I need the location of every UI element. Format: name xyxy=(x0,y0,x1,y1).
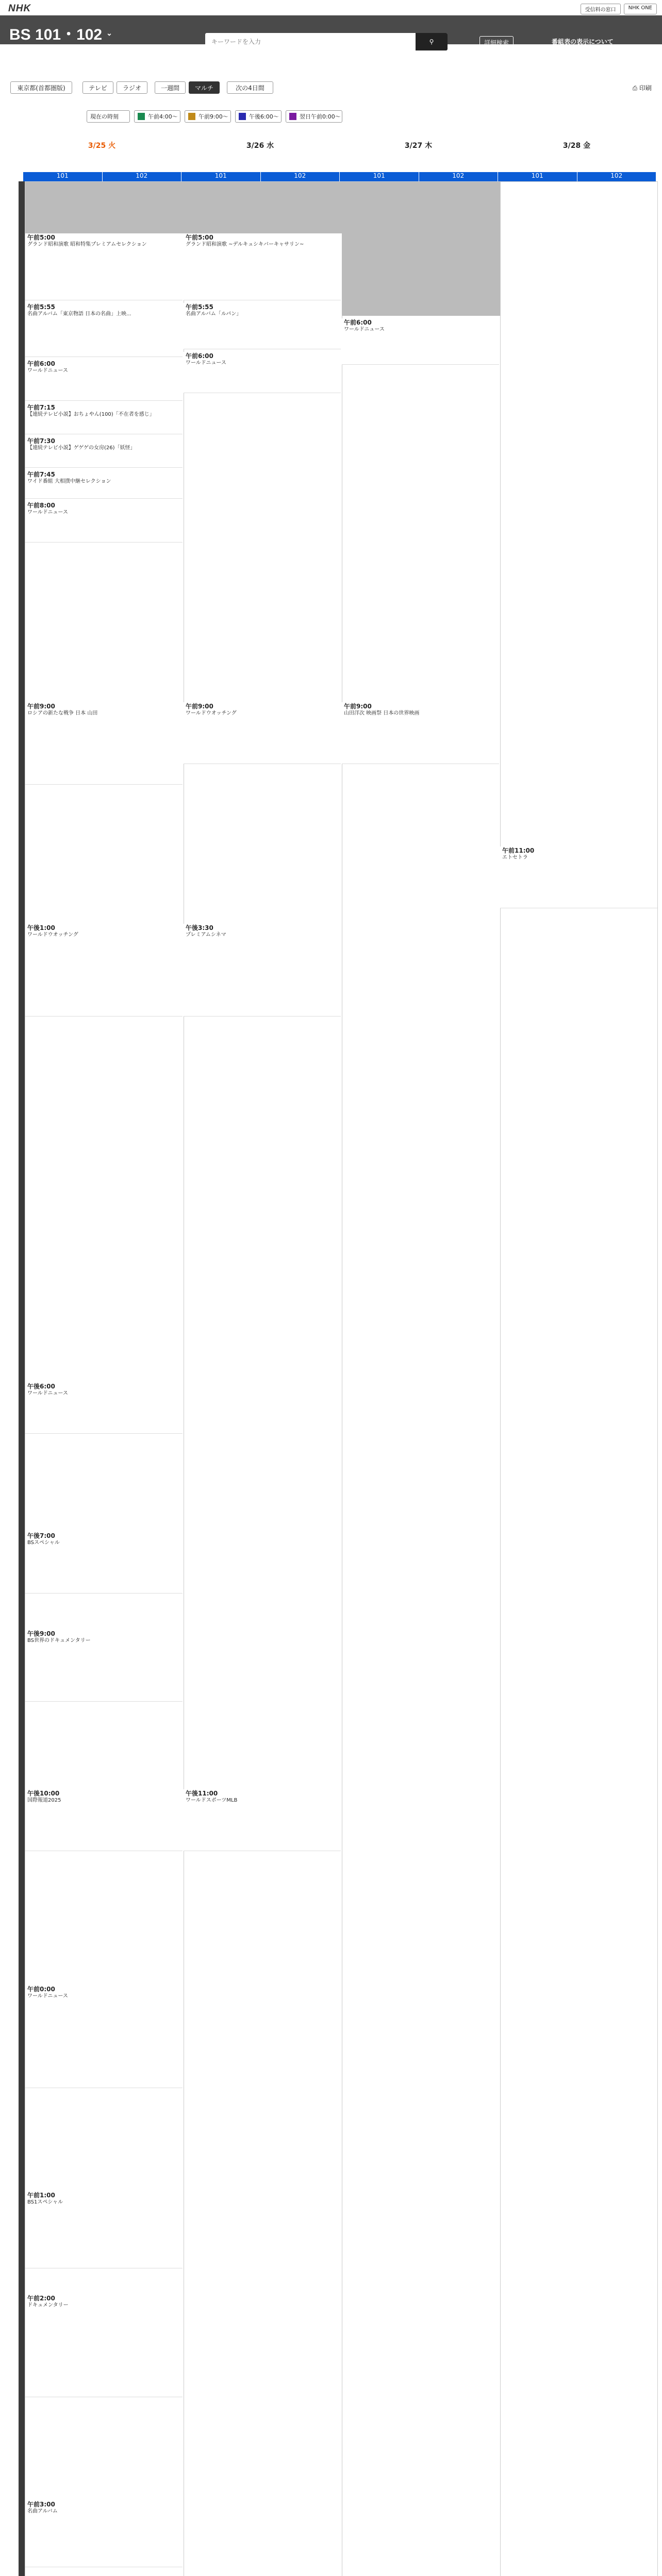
program-cell[interactable] xyxy=(25,2191,183,2268)
program-title: ワイド番組 大相撲中継セレクション xyxy=(27,479,111,484)
program-time: 午前9:00 xyxy=(27,703,55,710)
date-cell[interactable]: 3/28 金 xyxy=(562,142,591,150)
program-title: ワールドウオッチング xyxy=(186,710,237,716)
program-cell[interactable] xyxy=(184,924,341,1016)
program-cell[interactable] xyxy=(25,303,183,357)
program-time: 午前0:00 xyxy=(27,1986,55,1993)
program-time: 午前3:00 xyxy=(27,2501,55,2508)
chevron-down-icon[interactable]: ⌄ xyxy=(106,28,112,37)
ended-block xyxy=(25,182,500,233)
toolbar xyxy=(0,77,662,98)
program-title: 【連続テレビ小説】おちょやん(100)「不在者を感じ」 xyxy=(27,412,155,417)
program-time: 午後11:00 xyxy=(186,1790,218,1797)
channel-header-cell: 102 xyxy=(102,172,181,181)
program-title: グランド昭和演歌 昭和特集プレミアムセレクション xyxy=(27,242,147,247)
print-label: 印刷 xyxy=(639,84,652,92)
program-time: 午後9:00 xyxy=(27,1630,55,1637)
week-tab[interactable]: 一週間 xyxy=(155,81,186,94)
channel-title[interactable]: BS 101・102 ⌄ xyxy=(9,26,112,43)
program-title: ワールドウオッチング xyxy=(27,932,78,938)
program-time: 午前5:55 xyxy=(27,303,55,311)
program-title: ワールドニュース xyxy=(27,1391,68,1396)
channel-header-cell: 102 xyxy=(577,172,656,181)
nhk-logo[interactable]: NHK xyxy=(8,3,31,14)
program-time: 午前5:00 xyxy=(27,234,55,241)
time-4am-button[interactable] xyxy=(134,110,180,123)
program-title: 山田洋次 映画祭 日本の世界映画 xyxy=(344,710,420,716)
program-title: 名曲アルバム xyxy=(27,2509,58,2514)
time-9am-label: 午前9:00〜 xyxy=(198,113,228,120)
time-midnight-label: 翌日午前0:00〜 xyxy=(300,113,341,120)
program-cell[interactable] xyxy=(184,303,341,349)
program-cell[interactable] xyxy=(342,702,499,764)
swatch-icon xyxy=(138,113,145,120)
program-title: ドキュメンタリー xyxy=(27,2302,69,2308)
tv-tab[interactable]: テレビ xyxy=(82,81,113,94)
program-time: 午前1:00 xyxy=(27,2192,55,2199)
date-cell[interactable]: 3/26 水 xyxy=(246,142,274,150)
program-title: ワールドニュース xyxy=(186,360,226,366)
time-6pm-button[interactable] xyxy=(235,110,282,123)
program-time: 午前6:00 xyxy=(186,352,213,360)
channel-header-cell: 102 xyxy=(419,172,498,181)
time-6pm-label: 午後6:00〜 xyxy=(249,113,279,120)
detail-search-button[interactable]: 詳細検索 xyxy=(479,36,514,49)
program-title: 名曲アルバム「ルパン」 xyxy=(186,311,242,317)
program-time: 午前5:55 xyxy=(186,303,213,311)
program-time: 午前5:00 xyxy=(186,234,213,241)
program-title: ワールドニュース xyxy=(27,1993,68,1999)
program-cell[interactable] xyxy=(500,846,657,908)
program-cell[interactable] xyxy=(184,352,341,393)
multi-tab[interactable]: マルチ xyxy=(189,81,220,94)
print-button[interactable]: ⎙ 印刷 xyxy=(632,84,652,92)
program-cell[interactable] xyxy=(25,360,183,401)
program-time: 午前7:15 xyxy=(27,404,55,411)
program-cell[interactable] xyxy=(25,2500,183,2567)
program-cell[interactable] xyxy=(25,470,183,499)
time-4am-label: 午前4:00〜 xyxy=(148,113,178,120)
now-button[interactable]: 現在の時刻 xyxy=(87,110,130,123)
channel-header-cell: 101 xyxy=(181,172,260,181)
display-toggle[interactable]: 番組表の表示について xyxy=(552,38,614,45)
program-title: ワールドスポーツMLB xyxy=(186,1798,238,1803)
program-time: 午後1:00 xyxy=(27,924,55,931)
program-title: グランド昭和演歌 ~デルキュシキバーキャサリン~ xyxy=(186,242,304,247)
program-cell[interactable] xyxy=(25,1532,183,1594)
program-title: BSスペシャル xyxy=(27,1540,60,1546)
ended-block xyxy=(342,233,500,316)
next-days-button[interactable]: 次の4日間 xyxy=(227,81,273,94)
swatch-icon xyxy=(188,113,195,120)
program-title: ロシアの新たな戦争 日本 山田 xyxy=(27,710,98,716)
date-header xyxy=(23,140,656,151)
program-cell[interactable] xyxy=(184,702,341,764)
program-cell[interactable] xyxy=(25,501,183,543)
program-cell[interactable] xyxy=(184,233,341,300)
program-time: 午前7:30 xyxy=(27,437,55,445)
program-cell[interactable] xyxy=(342,318,499,365)
program-title: BS1スペシャル xyxy=(27,2199,63,2205)
time-jump-bar xyxy=(0,107,662,125)
program-cell[interactable] xyxy=(25,1630,183,1702)
search-icon[interactable]: ⚲ xyxy=(416,33,448,50)
program-title: 国際報道2025 xyxy=(27,1798,61,1803)
program-title: エトセトラ xyxy=(502,855,528,860)
date-cell[interactable]: 3/27 木 xyxy=(404,142,433,150)
swatch-icon xyxy=(239,113,246,120)
program-title: BS世界のドキュメンタリー xyxy=(27,1638,91,1643)
program-cell[interactable] xyxy=(184,1789,341,1851)
program-time: 午前6:00 xyxy=(27,360,55,367)
hour-column xyxy=(19,181,25,2576)
program-time: 午前6:00 xyxy=(344,319,372,326)
program-title: 【連続テレビ小説】ゲゲゲの女房(26)「妖怪」 xyxy=(27,445,136,451)
radio-tab[interactable]: ラジオ xyxy=(117,81,147,94)
program-cell[interactable] xyxy=(25,403,183,434)
channel-header-cell: 101 xyxy=(339,172,419,181)
swatch-icon xyxy=(289,113,296,120)
program-cell[interactable] xyxy=(25,1382,183,1434)
date-cell[interactable]: 3/25 火 xyxy=(88,142,116,150)
search-box xyxy=(205,33,448,50)
program-time: 午後10:00 xyxy=(27,1790,60,1797)
program-cell[interactable] xyxy=(25,233,183,300)
program-title: ワールドニュース xyxy=(344,327,385,332)
program-cell[interactable] xyxy=(25,1985,183,2088)
top-nav xyxy=(0,0,662,15)
program-time: 午前7:45 xyxy=(27,471,55,478)
program-cell[interactable] xyxy=(25,2294,183,2397)
program-time: 午前9:00 xyxy=(344,703,372,710)
program-title: ワールドニュース xyxy=(27,510,68,515)
program-title: 名曲アルバム「東京物語 日本の名曲」上映... xyxy=(27,311,131,317)
time-9am-button[interactable] xyxy=(185,110,231,123)
column-divider xyxy=(500,182,501,2576)
channel-header-cell: 102 xyxy=(260,172,340,181)
program-title: ワールドニュース xyxy=(27,368,68,374)
program-time: 午前11:00 xyxy=(502,847,535,854)
program-time: 午前8:00 xyxy=(27,502,55,509)
program-grid xyxy=(25,181,658,2576)
search-input[interactable] xyxy=(205,33,416,50)
program-time: 午前2:00 xyxy=(27,2295,55,2302)
program-cell[interactable] xyxy=(25,437,183,468)
receiving-fee-button[interactable]: 受信料の窓口 xyxy=(581,4,621,14)
channel-headers xyxy=(23,172,656,181)
region-select[interactable]: 東京都(首都圏版) xyxy=(10,81,72,94)
program-cell[interactable] xyxy=(25,702,183,785)
program-time: 午後7:00 xyxy=(27,1532,55,1539)
program-title: プレミアムシネマ xyxy=(186,932,226,938)
channel-header-cell: 101 xyxy=(23,172,102,181)
program-time: 午後3:30 xyxy=(186,924,213,931)
program-time: 午後6:00 xyxy=(27,1383,55,1390)
channel-header-cell: 101 xyxy=(498,172,577,181)
program-cell[interactable] xyxy=(25,924,183,1016)
program-time: 午前9:00 xyxy=(186,703,213,710)
time-midnight-button[interactable] xyxy=(286,110,342,123)
nhk-one-button[interactable]: NHK ONE xyxy=(624,4,657,14)
program-cell[interactable] xyxy=(25,1789,183,1851)
